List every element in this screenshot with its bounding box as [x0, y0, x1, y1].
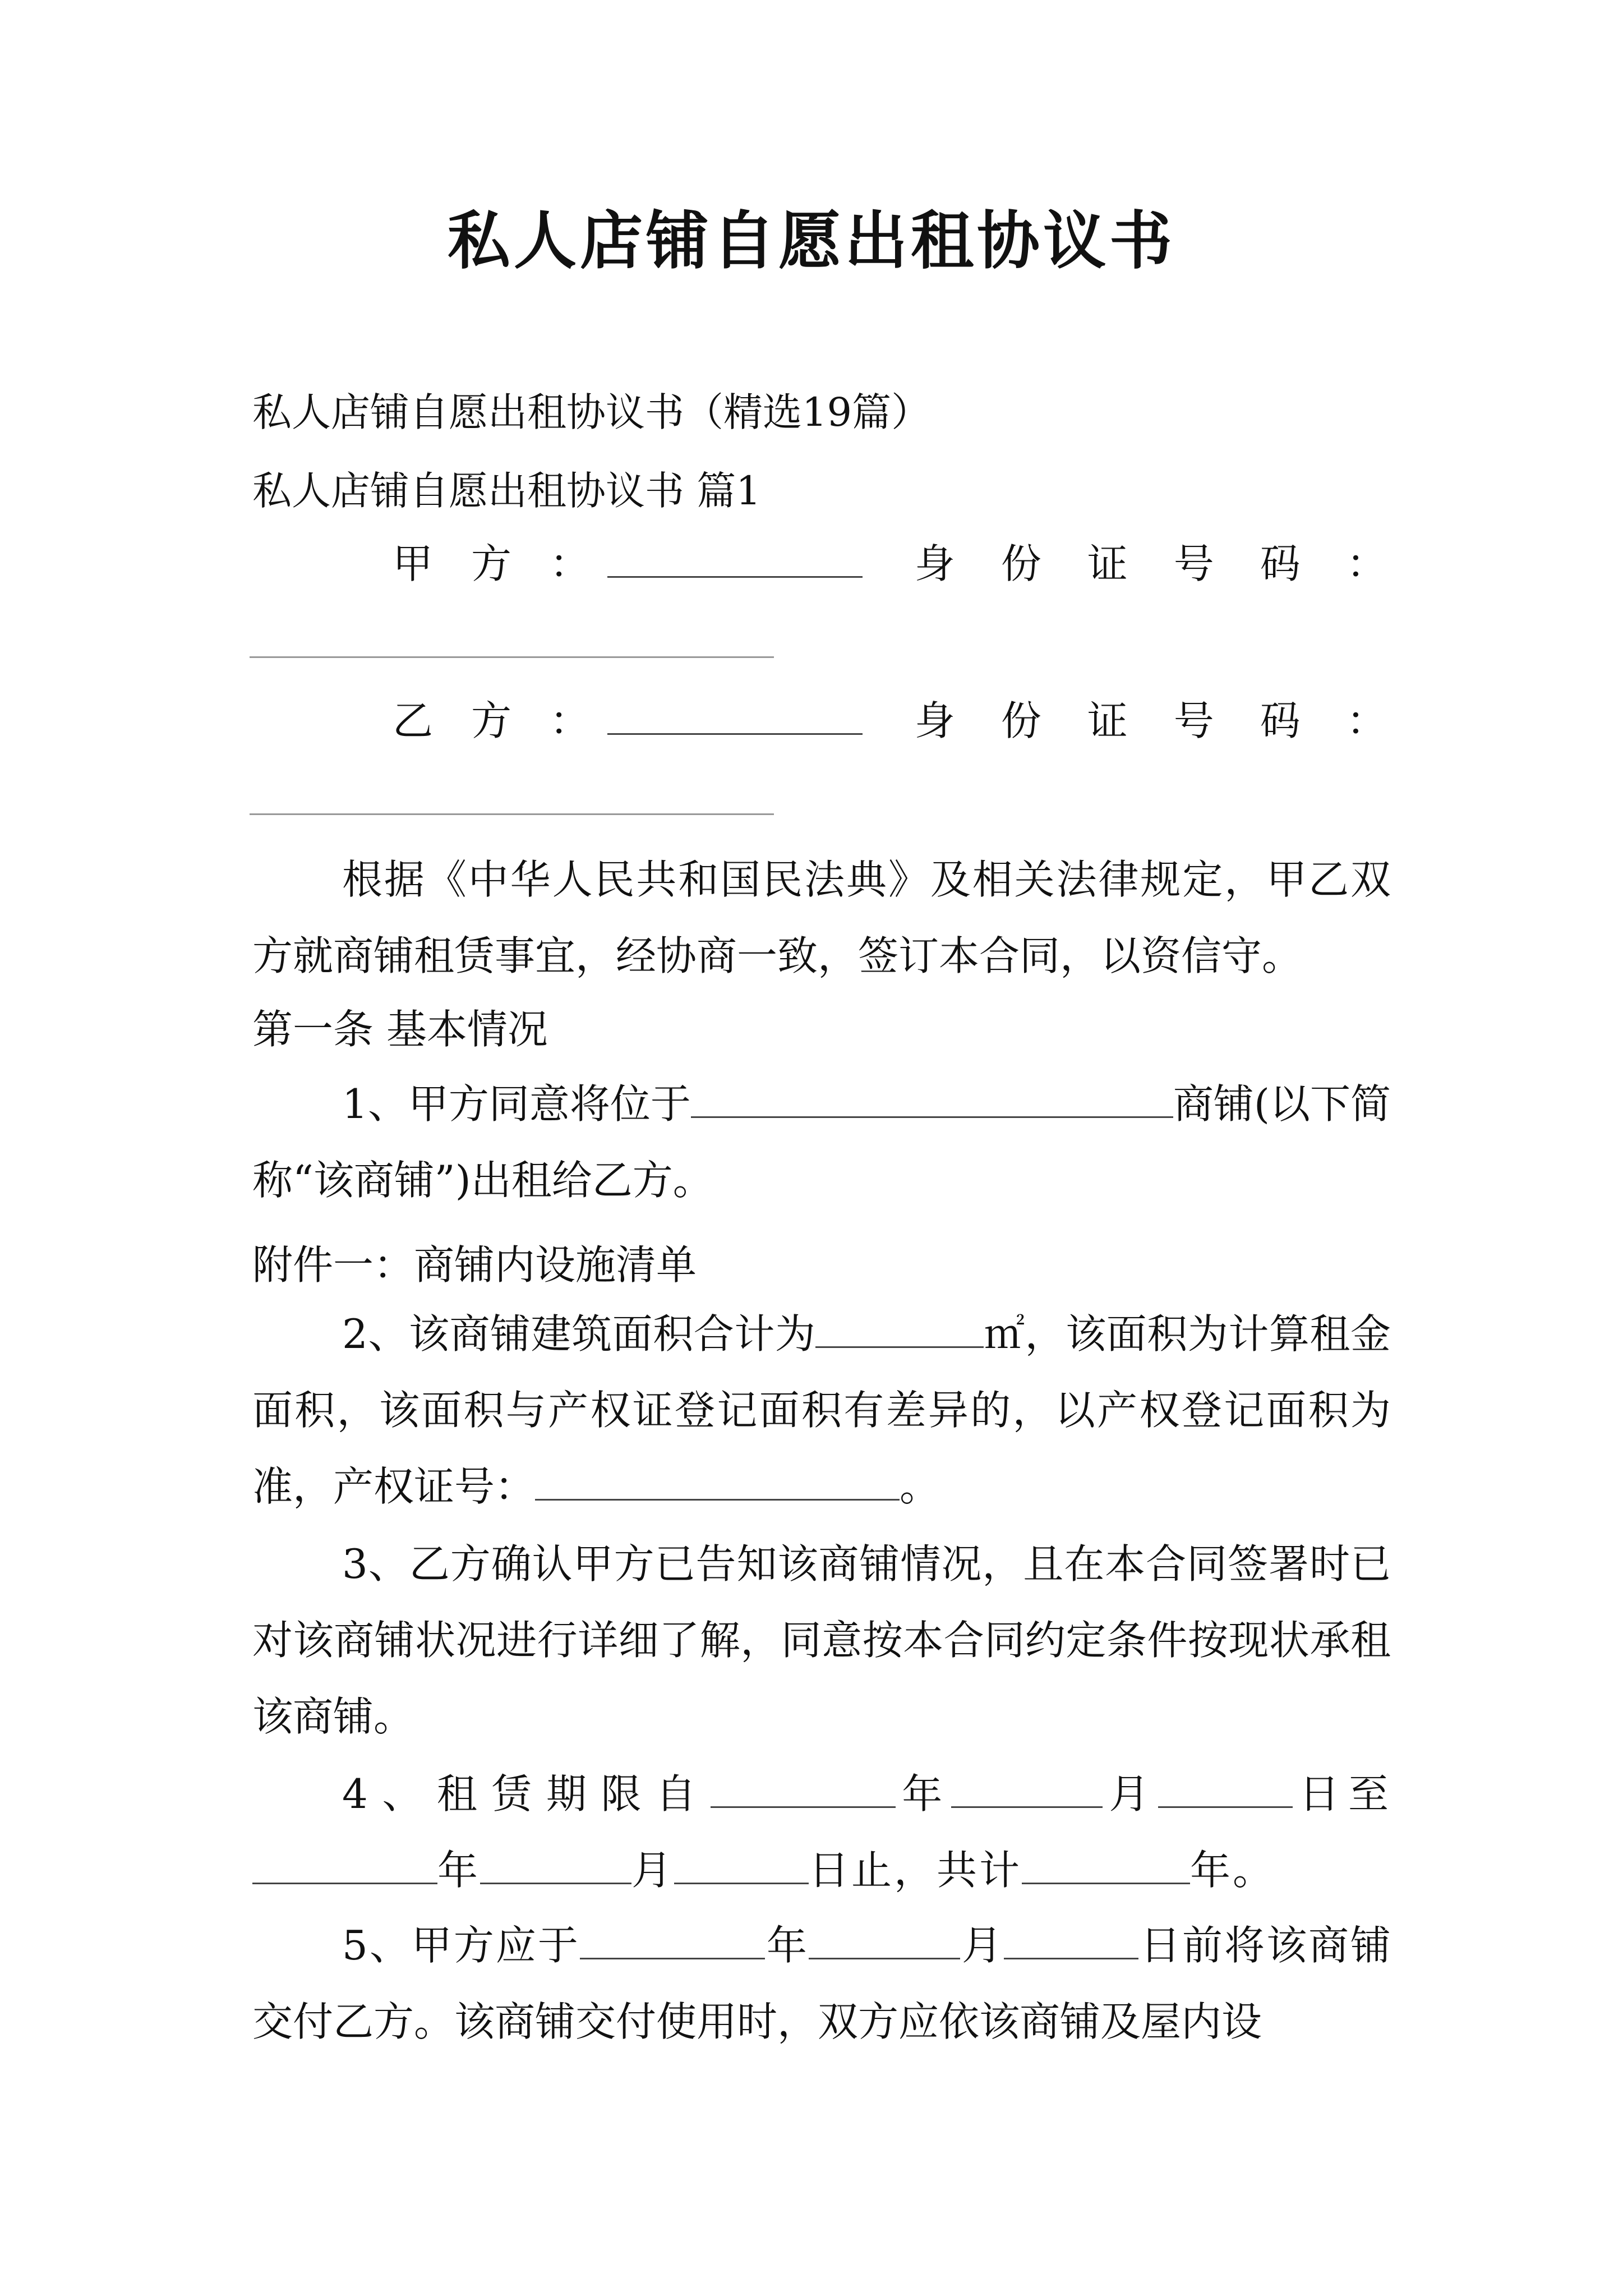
clause-4-pre: 4、租赁期限自: [342, 1770, 711, 1818]
clause-2-cert-blank: [535, 1465, 900, 1501]
party-b-row: [393, 696, 1433, 746]
party-a-label: 甲方：: [393, 540, 629, 587]
clause-5-post: 日前将该商铺交付乙方。该商铺交付使用时，双方应依该商铺及屋内设: [252, 1922, 1391, 2045]
clause-4-day-end: 日止，共计: [809, 1847, 1022, 1894]
clause-5-pre: 5、甲方应于: [342, 1922, 580, 1969]
clause-2-area-blank: [815, 1313, 984, 1348]
clause-4-month: 月: [1102, 1770, 1158, 1818]
party-a-name-blank: [607, 542, 863, 578]
clause-5-month-blank: [809, 1924, 960, 1959]
clause-4-end-month: 月: [631, 1847, 675, 1894]
clause-3: 3、乙方确认甲方已告知该商铺情况，且在本合同签署时已对该商铺状况进行详细了解，同意按本合同约定条件按现状承租该商铺。: [252, 1540, 1391, 1740]
clause-1-post: 商铺(以下简称“该商铺”)出租给乙方。: [252, 1080, 1391, 1204]
clause-2: [252, 1296, 1391, 1525]
clause-4-start-year-blank: [711, 1773, 896, 1808]
clause-4-start-month-blank: [951, 1773, 1103, 1808]
clause-4-total-years-blank: [1022, 1849, 1190, 1884]
subtitle: 私人店铺自愿出租协议书（精选19篇）: [252, 389, 931, 435]
party-b-id-blank: [250, 813, 774, 815]
party-a-id-blank: [250, 656, 774, 658]
party-b-id-label: 身份证号码：: [914, 697, 1433, 744]
clause-5-day-blank: [1004, 1924, 1138, 1959]
clause-4-end-month-blank: [480, 1849, 631, 1884]
clause-4: [252, 1756, 1391, 1908]
clause-4-end-year-blank: [252, 1849, 437, 1884]
party-b-label: 乙方：: [393, 697, 629, 744]
clause-4-year: 年: [895, 1770, 951, 1818]
clause-1-location-blank: [691, 1083, 1173, 1118]
clause-1-pre: 1、甲方同意将位于: [342, 1080, 691, 1128]
clause-4-years: 年。: [1190, 1847, 1276, 1894]
clause-1: [252, 1066, 1391, 1218]
annex-line: 附件一：商铺内设施清单: [252, 1241, 697, 1289]
clause-2-pre: 2、该商铺建筑面积合计为: [342, 1310, 816, 1358]
clause-5-month: 月: [960, 1922, 1004, 1969]
clause-4-end-year: 年: [437, 1847, 481, 1894]
clause-4-day-to: 日至: [1292, 1770, 1391, 1818]
party-a-row: [393, 539, 1433, 589]
clause-2-mid: ㎡，该面积为计算租金面积，该面积与产权证登记面积有差异的，以产权登记面积为准，产权证号：: [252, 1310, 1391, 1510]
section-heading: 私人店铺自愿出租协议书 篇1: [252, 468, 761, 514]
clause-5-year-blank: [580, 1924, 765, 1959]
clause-5-year: 年: [764, 1922, 809, 1969]
article-1-heading: 第一条 基本情况: [252, 1006, 548, 1053]
party-a-id-label: 身份证号码：: [914, 540, 1433, 587]
party-b-name-blank: [607, 700, 863, 735]
clause-5: [252, 1907, 1391, 2060]
clause-4-end-day-blank: [674, 1849, 809, 1884]
document-title: 私人店铺自愿出租协议书: [448, 204, 1175, 278]
intro-paragraph: 根据《中华人民共和国民法典》及相关法律规定，甲乙双方就商铺租赁事宜，经协商一致，签订本合同，以资信守。: [252, 856, 1391, 979]
clause-4-start-day-blank: [1158, 1773, 1293, 1808]
clause-2-post: 。: [900, 1463, 940, 1510]
